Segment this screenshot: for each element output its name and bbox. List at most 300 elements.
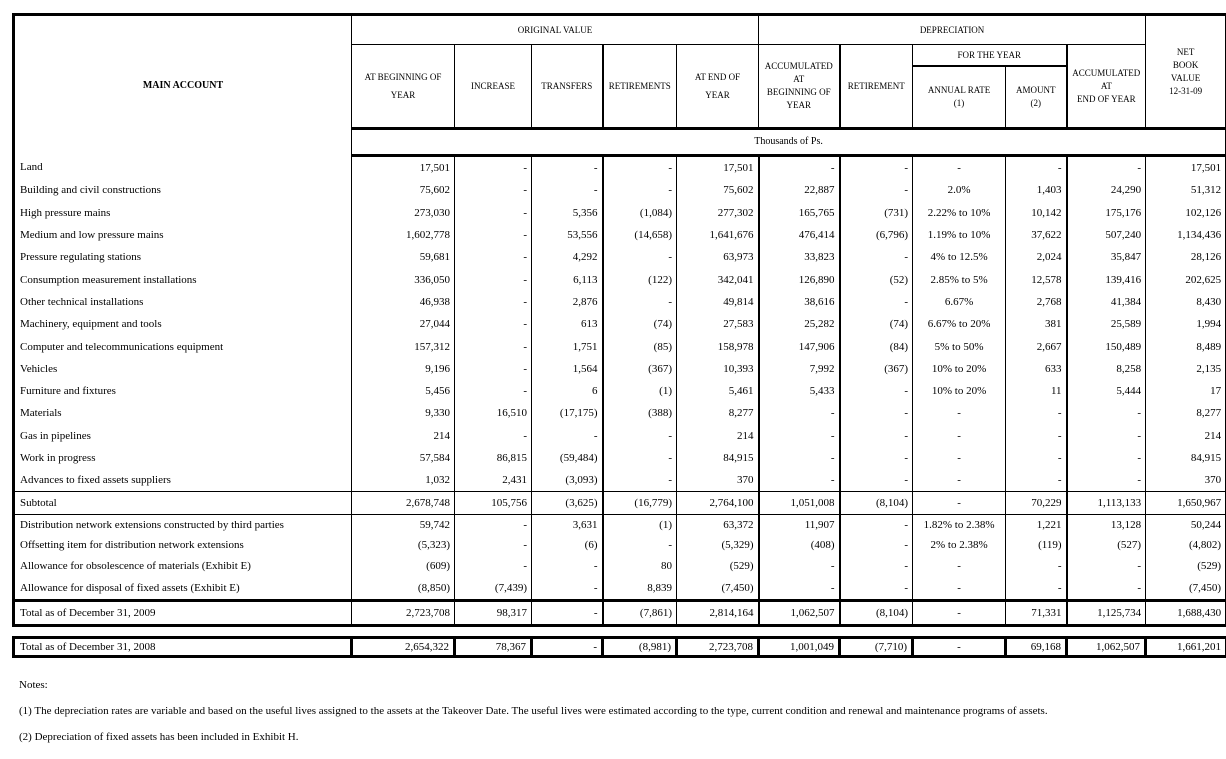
transfers-cell: - [532, 601, 603, 626]
increase-cell: 86,815 [455, 447, 532, 469]
amount-cell: 10,142 [1006, 202, 1067, 224]
net-book-value-cell: 202,625 [1146, 268, 1226, 290]
accumulated-end-cell: 41,384 [1067, 291, 1146, 313]
retirements-cell: - [603, 179, 677, 201]
annual-rate-cell: 6.67% to 20% [913, 313, 1006, 335]
accumulated-end-cell: 139,416 [1067, 268, 1146, 290]
retirements-cell: (1,084) [603, 202, 677, 224]
end-cell: 342,041 [677, 268, 759, 290]
account-cell: Distribution network extensions constructed by third parties [20, 519, 284, 532]
amount-cell: 381 [1006, 313, 1067, 335]
table-row [14, 224, 1226, 246]
annual-rate-cell: 2.85% to 5% [913, 268, 1006, 290]
beginning-cell: 2,654,322 [352, 638, 455, 657]
dep-retirement-cell: (367) [840, 358, 913, 380]
accumulated-beginning-cell: 165,765 [759, 202, 840, 224]
increase-cell: - [455, 224, 532, 246]
amount-cell: - [1006, 156, 1067, 180]
for-the-year-header: FOR THE YEAR [913, 45, 1067, 67]
increase-cell: - [455, 246, 532, 268]
transfers-cell: 6 [532, 380, 603, 402]
beginning-cell: 59,681 [352, 246, 455, 268]
net-book-value-cell: 17,501 [1146, 156, 1226, 180]
end-cell: 84,915 [677, 447, 759, 469]
end-cell: 17,501 [677, 156, 759, 180]
col-amount: AMOUNT (2) [1006, 66, 1067, 129]
net-book-value-cell: 370 [1146, 469, 1226, 492]
transfers-cell: (6) [532, 535, 603, 555]
dep-retirement-cell: - [840, 447, 913, 469]
increase-cell: - [455, 358, 532, 380]
beginning-cell: 17,501 [352, 156, 455, 180]
beginning-cell: 2,723,708 [352, 601, 455, 626]
annual-rate-cell: 2.0% [913, 179, 1006, 201]
retirements-cell: 80 [603, 555, 677, 577]
transfers-cell: 4,292 [532, 246, 603, 268]
amount-cell: (119) [1006, 535, 1067, 555]
adjustment-row [14, 555, 1226, 577]
increase-cell: - [455, 291, 532, 313]
increase-cell: 98,317 [455, 601, 532, 626]
transfers-cell: 6,113 [532, 268, 603, 290]
dep-retirement-cell: - [840, 425, 913, 447]
beginning-cell: 57,584 [352, 447, 455, 469]
net-book-value-cell: (4,802) [1146, 535, 1226, 555]
increase-cell: - [455, 156, 532, 180]
amount-cell: - [1006, 555, 1067, 577]
subtotal-row [14, 492, 1226, 515]
transfers-cell: (3,625) [532, 492, 603, 515]
account-cell: High pressure mains [20, 206, 111, 219]
col-annual-rate: ANNUAL RATE (1) [913, 66, 1006, 129]
prior-year-total-table [12, 636, 1226, 658]
transfers-cell: - [532, 555, 603, 577]
accumulated-end-cell: 507,240 [1067, 224, 1146, 246]
end-cell: 1,641,676 [677, 224, 759, 246]
table-row [14, 179, 1226, 201]
transfers-cell: (17,175) [532, 402, 603, 424]
accumulated-beginning-cell: 1,051,008 [759, 492, 840, 515]
main-account-header: MAIN ACCOUNT [142, 80, 224, 92]
beginning-cell: 75,602 [352, 179, 455, 201]
col-retirements: RETIREMENTS [603, 45, 677, 129]
accumulated-beginning-cell: 38,616 [759, 291, 840, 313]
beginning-cell: 46,938 [352, 291, 455, 313]
end-cell: 5,461 [677, 380, 759, 402]
net-book-value-cell: 1,650,967 [1146, 492, 1226, 515]
table-row [14, 402, 1226, 424]
retirements-cell: (14,658) [603, 224, 677, 246]
col-at-end: AT END OF YEAR [677, 45, 759, 129]
accumulated-end-cell: 13,128 [1067, 515, 1146, 536]
account-cell: Computer and telecommunications equipment [20, 340, 224, 353]
account-cell: Land [20, 161, 43, 174]
transfers-cell: 2,876 [532, 291, 603, 313]
dep-retirement-cell: (74) [840, 313, 913, 335]
end-cell: 75,602 [677, 179, 759, 201]
dep-retirement-cell: - [840, 469, 913, 492]
dep-retirement-cell: - [840, 179, 913, 201]
end-cell: 63,372 [677, 515, 759, 536]
adjustment-row [14, 515, 1226, 536]
dep-retirement-cell: (6,796) [840, 224, 913, 246]
account-cell: Machinery, equipment and tools [20, 318, 162, 331]
accumulated-beginning-cell: - [759, 447, 840, 469]
net-book-value-cell: 1,134,436 [1146, 224, 1226, 246]
beginning-cell: 9,196 [352, 358, 455, 380]
beginning-cell: 27,044 [352, 313, 455, 335]
amount-cell: 70,229 [1006, 492, 1067, 515]
dep-retirement-cell: - [840, 555, 913, 577]
retirements-cell: 8,839 [603, 577, 677, 601]
retirements-cell: (7,861) [603, 601, 677, 626]
account-cell: Total as of December 31, 2008 [20, 641, 156, 653]
beginning-cell: 9,330 [352, 402, 455, 424]
table-body [14, 156, 1226, 626]
total-2008-row [14, 638, 1226, 657]
beginning-cell: 214 [352, 425, 455, 447]
end-cell: 2,764,100 [677, 492, 759, 515]
accumulated-beginning-cell: 22,887 [759, 179, 840, 201]
amount-cell: - [1006, 469, 1067, 492]
retirements-cell: - [603, 246, 677, 268]
amount-cell: 1,221 [1006, 515, 1067, 536]
net-book-value-cell: 102,126 [1146, 202, 1226, 224]
end-cell: 277,302 [677, 202, 759, 224]
depreciation-header: DEPRECIATION [759, 15, 1146, 45]
retirements-cell: - [603, 156, 677, 180]
account-cell: Other technical installations [20, 295, 144, 308]
annual-rate-cell: 10% to 20% [913, 380, 1006, 402]
col-transfers: TRANSFERS [532, 45, 603, 129]
accumulated-beginning-cell: 476,414 [759, 224, 840, 246]
net-book-value-cell: 50,244 [1146, 515, 1226, 536]
annual-rate-cell: - [913, 555, 1006, 577]
beginning-cell: 1,602,778 [352, 224, 455, 246]
annual-rate-cell: - [913, 492, 1006, 515]
accumulated-beginning-cell: 33,823 [759, 246, 840, 268]
accumulated-end-cell: - [1067, 469, 1146, 492]
retirements-cell: (388) [603, 402, 677, 424]
retirements-cell: (85) [603, 335, 677, 357]
beginning-cell: (5,323) [352, 535, 455, 555]
amount-cell: - [1006, 425, 1067, 447]
account-cell: Vehicles [20, 362, 58, 375]
retirements-cell: (8,981) [603, 638, 677, 657]
table-row [14, 291, 1226, 313]
net-book-value-cell: (529) [1146, 555, 1226, 577]
account-cell: Offsetting item for distribution network extensions [20, 539, 244, 552]
increase-cell: - [455, 555, 532, 577]
amount-cell: 633 [1006, 358, 1067, 380]
fixed-assets-table [12, 13, 1226, 627]
account-cell: Furniture and fixtures [20, 385, 116, 398]
account-cell: Building and civil constructions [20, 184, 161, 197]
accumulated-end-cell: 1,125,734 [1067, 601, 1146, 626]
amount-cell: - [1006, 447, 1067, 469]
increase-cell: - [455, 179, 532, 201]
col-retirement: RETIREMENT [840, 45, 913, 129]
amount-cell: 37,622 [1006, 224, 1067, 246]
dep-retirement-cell: - [840, 156, 913, 180]
end-cell: 49,814 [677, 291, 759, 313]
net-book-value-cell: 8,430 [1146, 291, 1226, 313]
increase-cell: - [455, 335, 532, 357]
dep-retirement-cell: (731) [840, 202, 913, 224]
end-cell: 370 [677, 469, 759, 492]
end-cell: 63,973 [677, 246, 759, 268]
accumulated-beginning-cell: 11,907 [759, 515, 840, 536]
annual-rate-cell: - [913, 425, 1006, 447]
table-row [14, 202, 1226, 224]
accumulated-end-cell: - [1067, 577, 1146, 601]
account-cell: Work in progress [20, 452, 96, 464]
amount-cell: 2,024 [1006, 246, 1067, 268]
annual-rate-cell: - [913, 601, 1006, 626]
amount-cell: 11 [1006, 380, 1067, 402]
dep-retirement-cell: (8,104) [840, 492, 913, 515]
annual-rate-cell: - [913, 577, 1006, 601]
account-cell: Advances to fixed assets suppliers [20, 474, 171, 487]
accumulated-end-cell: 175,176 [1067, 202, 1146, 224]
table-row [14, 335, 1226, 357]
dep-retirement-cell: (52) [840, 268, 913, 290]
account-cell: Gas in pipelines [20, 429, 91, 442]
transfers-cell: 3,631 [532, 515, 603, 536]
dep-retirement-cell: - [840, 291, 913, 313]
end-cell: (7,450) [677, 577, 759, 601]
table-row [14, 358, 1226, 380]
end-cell: (529) [677, 555, 759, 577]
beginning-cell: 157,312 [352, 335, 455, 357]
notes-title: Notes: [19, 679, 48, 691]
units-label: Thousands of Ps. [352, 129, 1226, 156]
net-book-value-cell: 2,135 [1146, 358, 1226, 380]
account-cell: Allowance for disposal of fixed assets (Exhibit E) [20, 582, 240, 595]
table-row [14, 246, 1226, 268]
annual-rate-cell: 2.22% to 10% [913, 202, 1006, 224]
total-2009-row [14, 601, 1226, 626]
end-cell: 27,583 [677, 313, 759, 335]
end-cell: 10,393 [677, 358, 759, 380]
accumulated-end-cell: 25,589 [1067, 313, 1146, 335]
beginning-cell: 336,050 [352, 268, 455, 290]
dep-retirement-cell: (7,710) [840, 638, 913, 657]
table-row [14, 447, 1226, 469]
table-row [14, 380, 1226, 402]
annual-rate-cell: - [913, 402, 1006, 424]
accumulated-beginning-cell: - [759, 425, 840, 447]
account-cell: Consumption measurement installations [20, 273, 197, 286]
accumulated-end-cell: - [1067, 402, 1146, 424]
table-header [14, 15, 1226, 156]
end-cell: 2,814,164 [677, 601, 759, 626]
end-cell: 214 [677, 425, 759, 447]
net-book-value-cell: 51,312 [1146, 179, 1226, 201]
retirements-cell: - [603, 291, 677, 313]
accumulated-end-cell: (527) [1067, 535, 1146, 555]
beginning-cell: 5,456 [352, 380, 455, 402]
accumulated-beginning-cell: - [759, 469, 840, 492]
transfers-cell: - [532, 638, 603, 657]
accumulated-end-cell: 8,258 [1067, 358, 1146, 380]
annual-rate-cell: 10% to 20% [913, 358, 1006, 380]
account-cell: Total as of December 31, 2009 [14, 601, 352, 626]
increase-cell: 2,431 [455, 469, 532, 492]
annual-rate-cell: 5% to 50% [913, 335, 1006, 357]
amount-cell: 2,768 [1006, 291, 1067, 313]
dep-retirement-cell: - [840, 577, 913, 601]
beginning-cell: (609) [352, 555, 455, 577]
increase-cell: - [455, 425, 532, 447]
accumulated-end-cell: 24,290 [1067, 179, 1146, 201]
accumulated-beginning-cell: (408) [759, 535, 840, 555]
end-cell: 158,978 [677, 335, 759, 357]
col-accumulated-beginning: ACCUMULATED AT BEGINNING OF YEAR [759, 45, 840, 129]
transfers-cell: 5,356 [532, 202, 603, 224]
transfers-cell: - [532, 577, 603, 601]
transfers-cell: 613 [532, 313, 603, 335]
transfers-cell: 53,556 [532, 224, 603, 246]
net-book-value-cell: 28,126 [1146, 246, 1226, 268]
amount-cell: 71,331 [1006, 601, 1067, 626]
amount-cell: - [1006, 577, 1067, 601]
dep-retirement-cell: (8,104) [840, 601, 913, 626]
note-1: (1) The depreciation rates are variable and based on the useful lives assigned to the assets at the Takeover Date. The useful lives were estimated according to the type, current condition and renewal and maintenance programs of assets. [19, 705, 1048, 717]
annual-rate-cell: 4% to 12.5% [913, 246, 1006, 268]
total-2008-row [14, 638, 1226, 657]
net-book-value-cell: 8,277 [1146, 402, 1226, 424]
accumulated-end-cell: - [1067, 156, 1146, 180]
beginning-cell: 2,678,748 [352, 492, 455, 515]
annual-rate-cell: - [913, 447, 1006, 469]
increase-cell: - [455, 535, 532, 555]
retirements-cell: - [603, 447, 677, 469]
net-book-value-cell: (7,450) [1146, 577, 1226, 601]
increase-cell: 78,367 [455, 638, 532, 657]
accumulated-beginning-cell: 7,992 [759, 358, 840, 380]
table-row [14, 156, 1226, 180]
increase-cell: - [455, 313, 532, 335]
retirements-cell: (1) [603, 515, 677, 536]
adjustment-row [14, 535, 1226, 555]
table-row [14, 425, 1226, 447]
accumulated-beginning-cell: - [759, 555, 840, 577]
table-row [14, 313, 1226, 335]
transfers-cell: - [532, 179, 603, 201]
accumulated-end-cell: - [1067, 447, 1146, 469]
accumulated-beginning-cell: - [759, 402, 840, 424]
annual-rate-cell: - [913, 469, 1006, 492]
retirements-cell: (367) [603, 358, 677, 380]
original-value-header: ORIGINAL VALUE [352, 15, 759, 45]
net-book-value-cell: 17 [1146, 380, 1226, 402]
end-cell: 2,723,708 [677, 638, 759, 657]
beginning-cell: 273,030 [352, 202, 455, 224]
net-book-value-header: NET BOOK VALUE 12-31-09 [1146, 15, 1226, 129]
accumulated-beginning-cell: 5,433 [759, 380, 840, 402]
accumulated-end-cell: 150,489 [1067, 335, 1146, 357]
increase-cell: 105,756 [455, 492, 532, 515]
account-cell: Subtotal [14, 492, 352, 515]
annual-rate-cell: 2% to 2.38% [913, 535, 1006, 555]
beginning-cell: 59,742 [352, 515, 455, 536]
increase-cell: 16,510 [455, 402, 532, 424]
increase-cell: - [455, 202, 532, 224]
retirements-cell: - [603, 469, 677, 492]
accumulated-beginning-cell: 25,282 [759, 313, 840, 335]
dep-retirement-cell: - [840, 515, 913, 536]
retirements-cell: (122) [603, 268, 677, 290]
net-book-value-cell: 8,489 [1146, 335, 1226, 357]
accumulated-beginning-cell: - [759, 577, 840, 601]
accumulated-end-cell: 5,444 [1067, 380, 1146, 402]
transfers-cell: - [532, 425, 603, 447]
account-cell: Allowance for obsolescence of materials (Exhibit E) [20, 560, 251, 573]
net-book-value-cell: 1,661,201 [1146, 638, 1226, 657]
retirements-cell: - [603, 535, 677, 555]
col-accumulated-end: ACCUMULATED AT END OF YEAR [1067, 45, 1146, 129]
retirements-cell: (1) [603, 380, 677, 402]
note-2: (2) Depreciation of fixed assets has been included in Exhibit H. [19, 731, 299, 743]
retirements-cell: (74) [603, 313, 677, 335]
retirements-cell: - [603, 425, 677, 447]
transfers-cell: (3,093) [532, 469, 603, 492]
accumulated-beginning-cell: 147,906 [759, 335, 840, 357]
increase-cell: (7,439) [455, 577, 532, 601]
annual-rate-cell: 1.19% to 10% [913, 224, 1006, 246]
table-row [14, 469, 1226, 492]
table-row [14, 268, 1226, 290]
accumulated-beginning-cell: - [759, 156, 840, 180]
retirements-cell: (16,779) [603, 492, 677, 515]
amount-cell: - [1006, 402, 1067, 424]
transfers-cell: (59,484) [532, 447, 603, 469]
net-book-value-cell: 214 [1146, 425, 1226, 447]
dep-retirement-cell: - [840, 535, 913, 555]
dep-retirement-cell: - [840, 402, 913, 424]
transfers-cell: 1,751 [532, 335, 603, 357]
accumulated-end-cell: - [1067, 425, 1146, 447]
col-increase: INCREASE [455, 45, 532, 129]
annual-rate-cell: - [913, 638, 1006, 657]
col-at-beginning: AT BEGINNING OF YEAR [352, 45, 455, 129]
amount-cell: 69,168 [1006, 638, 1067, 657]
account-cell: Medium and low pressure mains [20, 229, 164, 242]
net-book-value-cell: 84,915 [1146, 447, 1226, 469]
increase-cell: - [455, 515, 532, 536]
end-cell: 8,277 [677, 402, 759, 424]
accumulated-beginning-cell: 1,062,507 [759, 601, 840, 626]
annual-rate-cell: 6.67% [913, 291, 1006, 313]
dep-retirement-cell: - [840, 380, 913, 402]
amount-cell: 1,403 [1006, 179, 1067, 201]
accumulated-end-cell: 35,847 [1067, 246, 1146, 268]
dep-retirement-cell: (84) [840, 335, 913, 357]
accumulated-beginning-cell: 126,890 [759, 268, 840, 290]
annual-rate-cell: 1.82% to 2.38% [913, 515, 1006, 536]
net-book-value-cell: 1,688,430 [1146, 601, 1226, 626]
transfers-cell: - [532, 156, 603, 180]
accumulated-end-cell: 1,113,133 [1067, 492, 1146, 515]
annual-rate-cell: - [913, 156, 1006, 180]
beginning-cell: 1,032 [352, 469, 455, 492]
dep-retirement-cell: - [840, 246, 913, 268]
accumulated-beginning-cell: 1,001,049 [759, 638, 840, 657]
increase-cell: - [455, 380, 532, 402]
accumulated-end-cell: 1,062,507 [1067, 638, 1146, 657]
increase-cell: - [455, 268, 532, 290]
